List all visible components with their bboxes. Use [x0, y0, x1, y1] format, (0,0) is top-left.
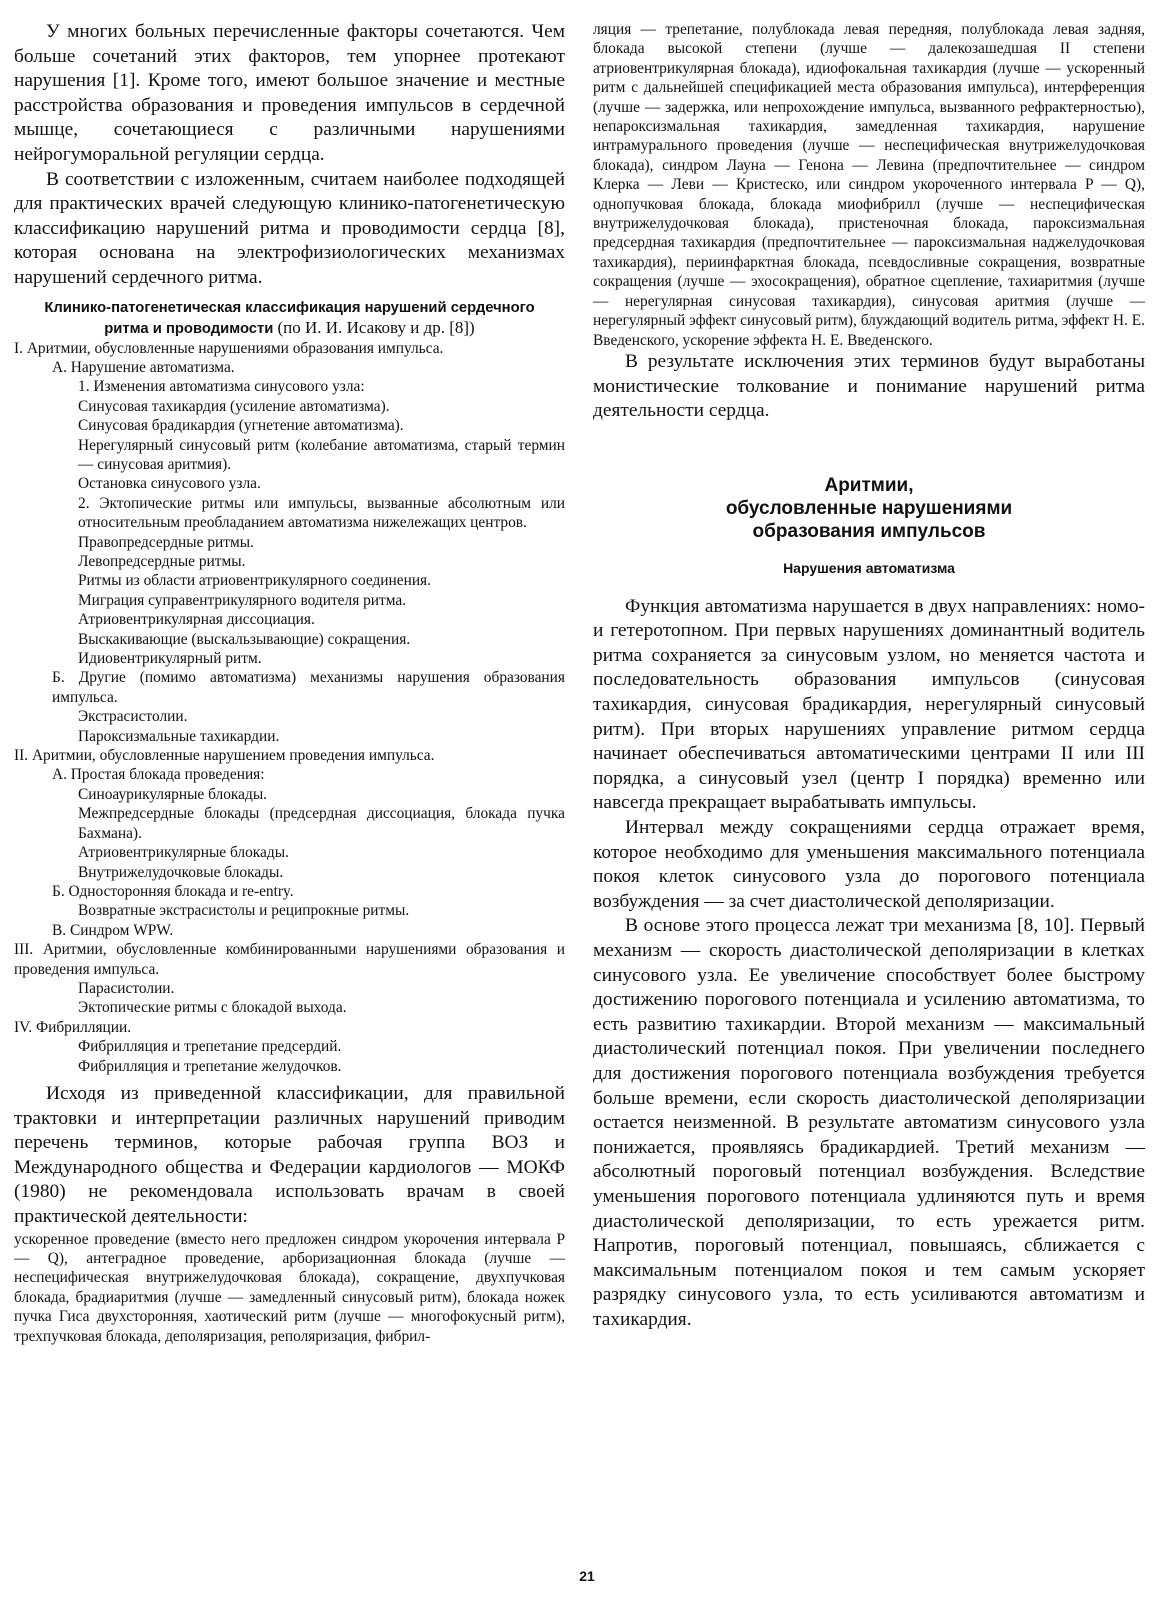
- classification-item: Миграция суправентрикулярного водителя ритма.: [78, 591, 407, 609]
- classification-item: Возвратные экстрасистолы и реципрокные ритмы.: [78, 902, 410, 920]
- section-title-line: образования импульсов: [752, 520, 986, 542]
- subsection-title: Нарушения автоматизма: [783, 559, 955, 576]
- classification-item: Атриовентрикулярная диссоциация.: [78, 611, 315, 629]
- classification-item: В. Синдром WPW.: [52, 921, 174, 939]
- classification-item: Парасистолии.: [78, 979, 175, 997]
- terms-list-continuation: ляция — трепетание, полублокада левая передняя, полублокада левая задняя, блокада высокой степени (лучше — далекозашедшая II степени атриовентрикулярная блокада), идиофокальная тахикардия (лучше — ускоренный ритм с дальнейшей спецификацией места образования импульса), интерференция (лучше — задержка, или непрохождение импульса, вызванного рефрактерностью), непароксизмальная тахикардия, замедленная тахикардия, нарушение интрамурального проведения (лучше — неспецифическая внутрижелудочковая блокада), синдром Лауна — Генона — Левина (предпочтительнее — синдром Клерка — Леви — Кристеско, или синдром укороченного интервала P — Q), однопучковая блокада, блокада миофибрилл (лучше — неспецифическая внутрижелудочковая блокада), пристеночная блокада, пароксизмальная предсердная тахикардия (предпочтительнее — пароксизмальная наджелудочковая тахикардия), периинфарктная блокада, псевдосливные сокращения, возвратные сокращения (лучше — эхосокращения), обратное сцепление, тахиаритмия (лучше — нерегулярная синусовая тахикардия), синусовая аритмия (лучше — нерегулярный эффект синусовый ритм), блуждающий водитель ритма, эффект Н. Е. Введенского, ускорение эффекта Н. Е. Введенского.: [593, 21, 1145, 349]
- classification-item: Б. Односторонняя блокада и re-entry.: [52, 882, 294, 900]
- classification-item: II. Аритмии, обусловленные нарушением проведения импульса.: [14, 747, 435, 765]
- classification-item: Ритмы из области атриовентрикулярного соединения.: [78, 572, 431, 590]
- right-column: [593, 20, 1145, 1333]
- after-classification-paragraph: Исходя из приведенной классификации, для правильной трактовки и интерпретации различных нарушений приводим перечень терминов, которые рабочая группа ВОЗ и Международного общества и Федерации кардиологов — МОКФ (1980) не рекомендовала использовать врачам в своей практической деятельности:: [14, 1082, 565, 1227]
- classification-item: Эктопические ритмы с блокадой выхода.: [78, 999, 347, 1017]
- classification-item: Экстрасистолии.: [78, 708, 188, 726]
- classification-list: [14, 339, 565, 1076]
- classification-item: I. Аритмии, обусловленные нарушениями образования импульса.: [14, 339, 444, 357]
- classification-item: 1. Изменения автоматизма синусового узла:: [78, 378, 365, 396]
- classification-item: Идиовентрикулярный ритм.: [78, 650, 262, 668]
- classification-item: Синоаурикулярные блокады.: [78, 785, 268, 803]
- page-number: 21: [579, 1568, 595, 1584]
- section-title-line: обусловленные нарушениями: [725, 497, 1013, 519]
- body-paragraph: В основе этого процесса лежат три механизма [8, 10]. Первый механизм — скорость диастолической деполяризации в клетках синусового узла. Ее увеличение способствует более быстрому достижению порогового потенциала и усилению автоматизма, то есть развитию тахикардии. Второй механизм — максимальный диастолический потенциал покоя. При увеличении последнего для достижения порогового потенциала возбуждения требуется больше времени, если скорость диастолической деполяризации остается неизменной. В результате автоматизм синусового узла понижается, проявляясь брадикардией. Третий механизм — абсолютный пороговый потенциал возбуждения. Вследствие уменьшения порогового потенциала удлиняются путь и время диастолической деполяризации, то есть урежается ритм. Напротив, пороговый потенциал, повышаясь, сближается с максимальным потенциалом покоя и тем самым ускоряет разрядку синусового узла, то есть усиливаются автоматизм и тахикардия.: [593, 915, 1145, 1330]
- terms-list-start: ускоренное проведение (вместо него предложен синдром укорочения интервала P — Q), антеградное проведение, арборизационная блокада (лучше — неспецифическая внутрижелудочковая блокада), сокращение, двухпучковая блокада, брадиаритмия (лучше — замедленный синусовый ритм), блокада ножек пучка Гиса двухсторонняя, хаотический ритм (лучше — многофокусный ритм), трехпучковая блокада, деполяризация, реполяризация, фибрил-: [14, 1230, 565, 1345]
- classification-item: Межпредсердные блокады (предсердная диссоциация, блокада пучка Бахмана).: [78, 805, 565, 842]
- classification-item: Б. Другие (помимо автоматизма) механизмы нарушения образования импульса.: [52, 669, 565, 706]
- classification-item: 2. Эктопические ритмы или импульсы, вызванные абсолютным или относительным преобладанием автоматизма нижележащих центров.: [78, 494, 565, 532]
- classification-item: Внутрижелудочковые блокады.: [78, 863, 284, 881]
- body-paragraph: Интервал между сокращениями сердца отражает время, которое необходимо для уменьшения максимального потенциала покоя клеток синусового узла до порогового потенциала возбуждения — за счет диастолической деполяризации.: [593, 817, 1145, 912]
- intro-paragraph-1: У многих больных перечисленные факторы сочетаются. Чем больше сочетаний этих факторов, тем упорнее протекают нарушения [1]. Кроме того, имеют большое значение и местные расстройства образования и проведения импульсов в сердечной мышце, сочетающиеся с различными нарушениями нейрогуморальной регуляции сердца.: [14, 21, 565, 165]
- classification-item: Пароксизмальные тахикардии.: [78, 727, 280, 745]
- classification-item: А. Простая блокада проведения:: [52, 766, 265, 784]
- left-column: [14, 20, 565, 1346]
- body-paragraph: Функция автоматизма нарушается в двух направлениях: номо- и гетеротопном. При первых нарушениях доминантный водитель ритма сохраняется за синусовым узлом, но меняется частота и последовательность образования импульсов (синусовая тахикардия, синусовая брадикардия, нерегулярный синусовый ритм). При вторых нарушениях управление ритмом сердца начинает обеспечиваться автоматическими центрами II или III порядка, а синусовый узел (центр I порядка) временно или навсегда прекращает вырабатывать импульсы.: [593, 595, 1145, 814]
- classification-item: Синусовая тахикардия (усиление автоматизма).: [78, 397, 390, 415]
- classification-item: Нерегулярный синусовый ритм (колебание автоматизма, старый термин — синусовая аритмия).: [78, 436, 565, 473]
- classification-item: IV. Фибрилляции.: [14, 1018, 132, 1036]
- classification-item: Фибрилляция и трепетание желудочков.: [78, 1057, 342, 1075]
- classification-item: Атриовентрикулярные блокады.: [78, 844, 289, 862]
- classification-title-text: Клинико-патогенетическая классификация нарушений сердечного ритма и проводимости: [44, 299, 535, 337]
- classification-item: Синусовая брадикардия (угнетение автоматизма).: [78, 417, 404, 435]
- classification-item: Правопредсердные ритмы.: [78, 533, 254, 551]
- result-paragraph: В результате исключения этих терминов будут выработаны монистические толкование и понимание нарушений ритма деятельности сердца.: [593, 350, 1145, 422]
- classification-item: Фибрилляция и трепетание предсердий.: [78, 1038, 342, 1056]
- classification-author: (по И. И. Исакову и др. [8]): [277, 317, 475, 337]
- section-title-line: Аритмии,: [824, 474, 914, 496]
- classification-item: Выскакивающие (выскальзывающие) сокращения.: [78, 630, 411, 648]
- classification-item: А. Нарушение автоматизма.: [52, 358, 235, 376]
- classification-item: Левопредсердные ритмы.: [78, 553, 246, 570]
- classification-item: Остановка синусового узла.: [78, 475, 261, 493]
- intro-paragraph-2: В соответствии с изложенным, считаем наиболее подходящей для практических врачей следующую клинико-патогенетическую классификацию нарушений ритма и проводимости сердца [8], которая основана на электрофизиологических механизмах нарушений сердечного ритма.: [14, 168, 565, 288]
- section-title: [593, 474, 1145, 543]
- classification-title: [14, 299, 565, 339]
- classification-item: III. Аритмии, обусловленные комбинированными нарушениями образования и проведения импульса.: [14, 941, 565, 978]
